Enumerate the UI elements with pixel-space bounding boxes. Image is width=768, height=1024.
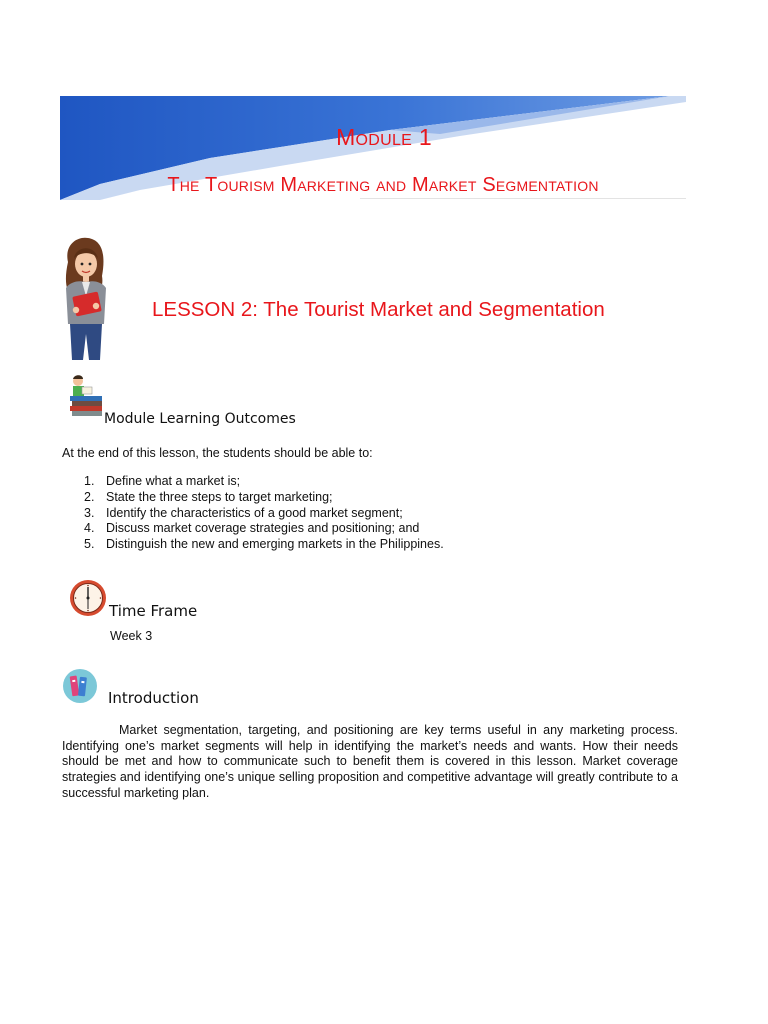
list-item-text: State the three steps to target marketing; [106,489,333,504]
list-item-text: Identify the characteristics of a good market segment; [106,505,403,520]
clock-icon [68,576,108,620]
list-item-text: Distinguish the new and emerging markets in the Philippines. [106,537,444,552]
list-item-number: 2. [84,489,95,504]
module-title: Module 1 [336,124,432,150]
outcomes-heading: Module Learning Outcomes [104,411,296,427]
introduction-paragraph: Market segmentation, targeting, and positioning are key terms useful in any marketing process. Identifying one’s market segments will help in identifying the market’s needs and wants. How their needs should be met and how to communicate such to benefit them is covered in this lesson. Market coverage strategies and identifying one’s unique selling proposition and competitive advantage will greatly contribute to a successful marketing plan. [62,723,678,800]
list-item [62,490,444,506]
student-reading-books-icon [68,374,108,418]
teacher-illustration-icon [58,236,114,360]
list-item-number: 5. [84,537,95,552]
introduction-heading: Introduction [108,689,199,707]
list-item-number: 1. [84,474,95,488]
list-item-text: Define what a market is; [106,474,241,488]
list-item [62,474,444,490]
books-icon [62,668,98,704]
outcomes-intro-text: At the end of this lesson, the students should be able to: [62,446,373,460]
list-item [62,537,444,553]
list-item [62,506,444,522]
list-item-number: 3. [84,505,95,520]
timeframe-heading: Time Frame [109,602,198,620]
lesson-title: LESSON 2: The Tourist Market and Segmentation [152,298,605,321]
module-subtitle: The Tourism Marketing and Market Segmentation [167,174,599,196]
list-item [62,521,444,537]
timeframe-value: Week 3 [110,629,153,643]
list-item-number: 4. [84,521,95,536]
list-item-text: Discuss market coverage strategies and positioning; and [106,521,420,536]
header-rule [360,198,686,199]
outcome-list [62,474,444,553]
